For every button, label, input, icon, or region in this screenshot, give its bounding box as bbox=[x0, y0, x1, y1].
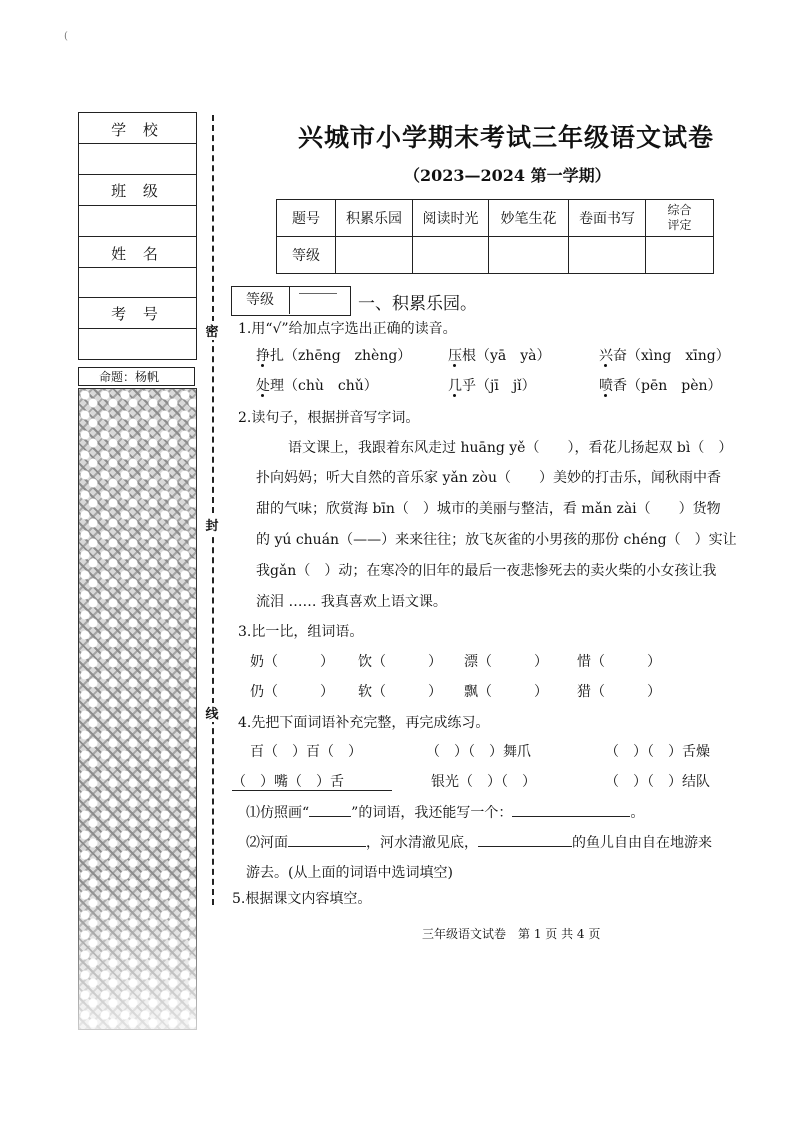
q4-sub2-line2: 游去。(从上面的词语中选词填空) bbox=[246, 865, 453, 881]
seal-dashed-line bbox=[212, 115, 214, 905]
emphasis-dot bbox=[453, 394, 456, 397]
pattern-fade bbox=[78, 880, 197, 1030]
q2-line: 甜的气味；欣赏海 bīn（ ）城市的美丽与整洁，看 mǎn zài（ ）货物 bbox=[256, 501, 721, 517]
q4-sub1-end: 。 bbox=[630, 805, 645, 821]
score-header-cell: 阅读时光 bbox=[413, 200, 489, 237]
seal-char-mi: 密 bbox=[203, 321, 221, 340]
seal-char-feng: 封 bbox=[203, 515, 221, 534]
q4-sub2-text-c: 的鱼儿自由自在地游来 bbox=[572, 835, 712, 851]
page-footer: 三年级语文试卷 第 1 页 共 4 页 bbox=[422, 927, 601, 941]
q4-sub1-answer-blank[interactable] bbox=[512, 816, 630, 817]
q4-sub2 bbox=[246, 832, 712, 852]
score-header-line: 评定 bbox=[667, 218, 692, 232]
seal-char-xian: 线 bbox=[203, 703, 221, 722]
class-label: 班 级 bbox=[111, 182, 164, 200]
score-cell[interactable] bbox=[569, 237, 646, 274]
emphasis-dot bbox=[261, 364, 264, 367]
score-header-cell bbox=[646, 200, 714, 237]
q2-line: 流泪 …… 我真喜欢上语文课。 bbox=[256, 594, 447, 610]
score-header-cell: 妙笔生花 bbox=[489, 200, 569, 237]
q3-title: 3.比一比，组词语。 bbox=[238, 624, 364, 640]
name-label: 姓 名 bbox=[111, 245, 164, 263]
q1-item: 挣扎（zhēng zhèng） bbox=[256, 348, 412, 364]
q3-item: 软（ ） bbox=[358, 684, 442, 700]
q4-sub1-blank-short[interactable] bbox=[309, 816, 351, 817]
q2-title: 2.读句子，根据拼音写字词。 bbox=[238, 410, 420, 426]
idiom-underline bbox=[232, 790, 392, 791]
q4-idiom: （ ）（ ）舌燥 bbox=[605, 744, 710, 760]
q2-line: 扑向妈妈；听大自然的音乐家 yǎn zòu（ ）美妙的打击乐，闻秋雨中香 bbox=[256, 470, 721, 486]
emphasis-dot bbox=[604, 394, 607, 397]
q1-item: 处理（chù chǔ） bbox=[256, 378, 378, 394]
q3-item: 奶（ ） bbox=[250, 654, 334, 670]
score-header-cell: 卷面书写 bbox=[569, 200, 646, 237]
score-table bbox=[276, 199, 714, 274]
q3-item: 惜（ ） bbox=[577, 654, 661, 670]
q5-title: 5.根据课文内容填空。 bbox=[232, 891, 372, 907]
q3-item: 仍（ ） bbox=[250, 684, 334, 700]
q4-idiom: （ ）（ ）结队 bbox=[605, 774, 710, 790]
score-header-cell: 积累乐园 bbox=[336, 200, 413, 237]
score-header-cell: 题号 bbox=[277, 200, 336, 237]
q1-item: 喷香（pēn pèn） bbox=[599, 378, 722, 394]
q4-idiom: （ ）（ ）舞爪 bbox=[426, 744, 531, 760]
q2-line: 语文课上，我跟着东风走过 huāng yě（ ），看花儿扬起双 bì（ ） bbox=[288, 440, 733, 456]
q1-item: 几乎（jī jǐ） bbox=[448, 378, 536, 394]
score-cell[interactable] bbox=[336, 237, 413, 274]
q4-sub1-text-a: ⑴仿照画“ bbox=[246, 805, 310, 821]
q4-idiom: 银光（ ）（ ） bbox=[431, 774, 536, 790]
q4-sub2-blank-1[interactable] bbox=[288, 846, 366, 847]
emphasis-dot bbox=[604, 364, 607, 367]
q3-item: 猎（ ） bbox=[577, 684, 661, 700]
q4-title: 4.先把下面词语补充完整，再完成练习。 bbox=[238, 715, 490, 731]
q3-item: 饮（ ） bbox=[358, 654, 442, 670]
author-box: 命题：杨帆 bbox=[78, 367, 195, 386]
section-title: 一、积累乐园。 bbox=[358, 294, 477, 314]
q1-item: 兴奋（xìng xīng） bbox=[599, 348, 730, 364]
score-cell[interactable] bbox=[489, 237, 569, 274]
q2-line: 我gǎn（ ）动；在寒冷的旧年的最后一夜悲惨死去的卖火柴的小女孩让我 bbox=[256, 563, 717, 579]
q4-sub1-text-b: ”的词语，我还能写一个： bbox=[351, 805, 513, 821]
q4-sub1 bbox=[246, 802, 644, 822]
q4-idiom-underlined: （ ）嘴（ ）舌 bbox=[232, 774, 344, 790]
page-title: 兴城市小学期末考试三年级语文试卷 bbox=[298, 123, 715, 152]
page-subtitle: （2023—2024 第一学期） bbox=[404, 166, 611, 185]
corner-mark: ( bbox=[64, 31, 68, 42]
exam-number-label: 考 号 bbox=[111, 305, 164, 323]
q4-sub2-text-b: ，河水清澈见底， bbox=[366, 835, 478, 851]
q4-sub2-text-a: ⑵河面 bbox=[246, 835, 288, 851]
q1-item: 压根（yā yà） bbox=[448, 348, 551, 364]
student-info-table bbox=[78, 112, 197, 360]
score-cell[interactable] bbox=[413, 237, 489, 274]
score-header-line: 综合 bbox=[667, 203, 692, 217]
score-cell[interactable] bbox=[646, 237, 714, 274]
q2-line: 的 yú chuán（——）来来往往；放飞灰雀的小男孩的那份 chéng（ ）实让 bbox=[256, 532, 737, 548]
q3-item: 飘（ ） bbox=[464, 684, 548, 700]
q1-title: 1.用“√”给加点字选出正确的读音。 bbox=[238, 321, 457, 337]
grade-fill-line bbox=[299, 293, 337, 295]
q4-sub2-blank-2[interactable] bbox=[478, 846, 572, 847]
q4-idiom: 百（ ）百（ ） bbox=[250, 744, 362, 760]
emphasis-dot bbox=[453, 364, 456, 367]
section-grade-label: 等级 bbox=[231, 286, 290, 314]
q3-item: 漂（ ） bbox=[464, 654, 548, 670]
school-label: 学 校 bbox=[111, 121, 164, 139]
score-row-label: 等级 bbox=[277, 237, 336, 274]
emphasis-dot bbox=[261, 394, 264, 397]
